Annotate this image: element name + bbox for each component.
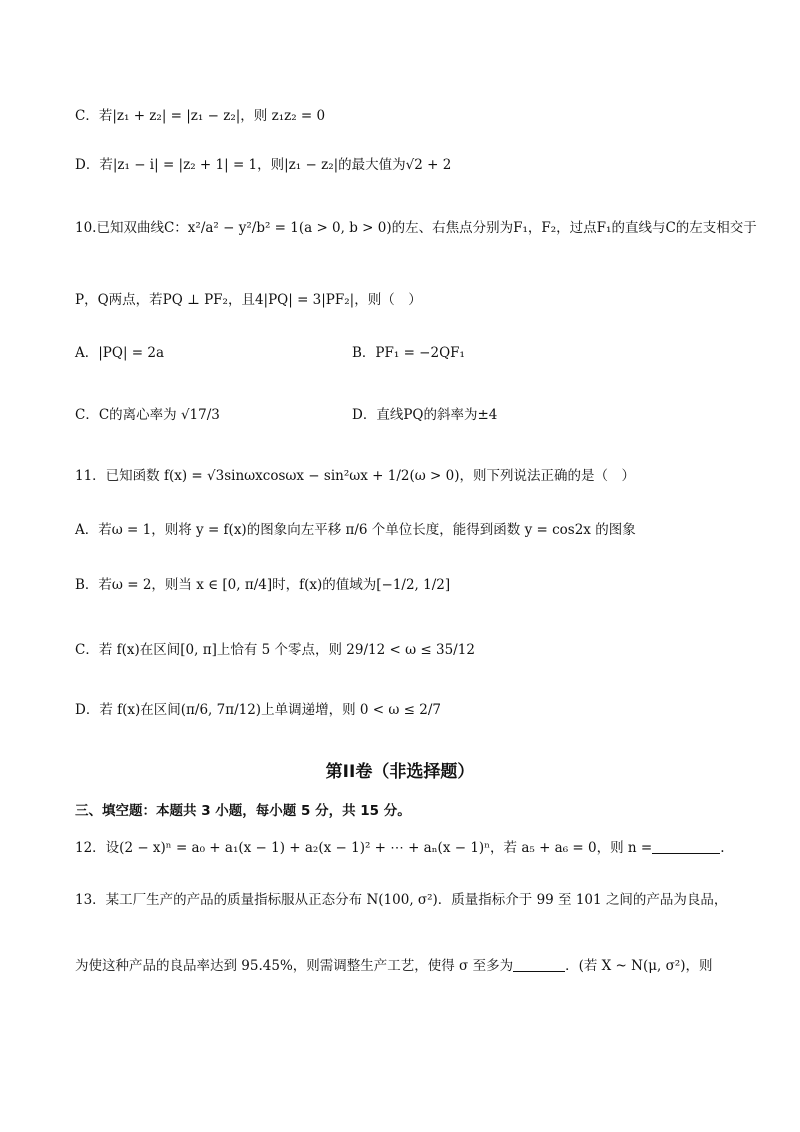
q12-line <box>75 838 735 858</box>
q10-option-c: C．C的离心率为 √17/3 <box>75 407 220 423</box>
q13-line1: 13．某工厂生产的产品的质量指标服从正态分布 N(100, σ²)．质量指标介于 99 至 101 之间的产品为良品， <box>75 892 728 908</box>
q11-option-d: D．若 f(x)在区间(π/6, 7π/12)上单调递增，则 0 < ω ≤ 2/7 <box>75 702 441 718</box>
q13-line2 <box>75 956 735 976</box>
q13-answer-blank[interactable] <box>513 957 565 972</box>
part2-title: 第II卷（非选择题） <box>325 762 475 782</box>
q9-option-d: D．若|z₁ − i| = |z₂ + 1| = 1，则|z₁ − z₂|的最大值为√2 + 2 <box>75 157 452 173</box>
section3-heading: 三、填空题：本题共 3 小题，每小题 5 分，共 15 分。 <box>75 803 411 819</box>
q11-option-c: C．若 f(x)在区间[0, π]上恰有 5 个零点，则 29/12 < ω ≤ 35/12 <box>75 642 475 658</box>
q11-stem: 11．已知函数 f(x) = √3sinωxcosωx − sin²ωx + 1/2(ω > 0)，则下列说法正确的是（ ） <box>75 468 636 484</box>
q12-text: 12．设(2 − x)ⁿ = a₀ + a₁(x − 1) + a₂(x − 1)² + ⋯ + aₙ(x − 1)ⁿ，若 a₅ + a₆ = 0，则 n = <box>75 840 653 856</box>
q10-option-d: D．直线PQ的斜率为±4 <box>352 407 498 423</box>
q9-option-c: C．若|z₁ + z₂| = |z₁ − z₂|，则 z₁z₂ = 0 <box>75 108 326 124</box>
q10-option-b: B．PF₁ = −2QF₁ <box>352 345 465 361</box>
q11-option-a: A．若ω = 1，则将 y = f(x)的图象向左平移 π/6 个单位长度，能得到函数 y = cos2x 的图象 <box>75 522 636 538</box>
q13-end: ．(若 X ~ N(μ, σ²)，则 <box>565 958 713 974</box>
q10-stem-line1: 10.已知双曲线C：x²/a² − y²/b² = 1(a > 0, b > 0)的左、右焦点分别为F₁，F₂，过点F₁的直线与C的左支相交于 <box>75 220 757 236</box>
q13-text: 为使这种产品的良品率达到 95.45%，则需调整生产工艺，使得 σ 至多为 <box>75 958 514 974</box>
q10-option-a: A．|PQ| = 2a <box>75 345 165 361</box>
q11-option-b: B．若ω = 2，则当 x ∈ [0, π/4]时，f(x)的值域为[−1/2, 1/2] <box>75 577 451 593</box>
q10-stem-line2: P，Q两点，若PQ ⊥ PF₂，且4|PQ| = 3|PF₂|，则（ ） <box>75 292 422 308</box>
q12-end: . <box>720 840 725 856</box>
q12-answer-blank[interactable] <box>652 839 720 854</box>
